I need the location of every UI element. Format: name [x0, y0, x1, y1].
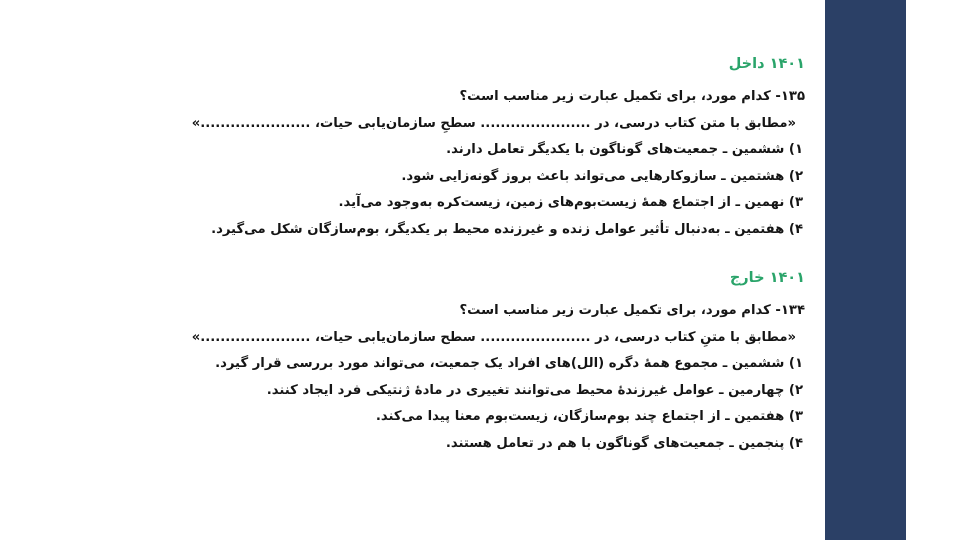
- option-4: ۴) هفتمین ـ به‌دنبال تأثیر عوامل زنده و غیرزنده محیط بر یکدیگر، بوم‌سازگان شکل می‌گیرد.: [211, 221, 803, 237]
- option-3: ۳) هفتمین ـ از اجتماع چند بوم‌سازگان، زیست‌بوم معنا پیدا می‌کند.: [375, 409, 803, 424]
- option-1: ۱) ششمین ـ جمعیت‌های گوناگون با یکدیگر تعامل دارند.: [446, 142, 803, 157]
- option-2: ۲) چهارمین ـ عوامل غیرزندهٔ محیط می‌توانند تغییری در مادهٔ ژنتیکی فرد ایجاد کنند.: [266, 382, 803, 398]
- option-1: ۱) ششمین ـ مجموع همهٔ دگره (الل)های افراد یک جمعیت، می‌تواند مورد بررسی قرار گیرد.: [215, 356, 803, 371]
- question-text: ۱۳۴- کدام مورد، برای تکمیل عبارت زیر مناسب است؟: [459, 303, 805, 318]
- question-text: ۱۳۵- کدام مورد، برای تکمیل عبارت زیر مناسب است؟: [459, 89, 805, 104]
- exam-year-heading: ۱۴۰۱ خارج: [729, 270, 805, 286]
- exam-section-1401-dakhel: [150, 54, 805, 243]
- right-accent-bar: [825, 0, 906, 540]
- exam-section-1401-kharej: [150, 268, 805, 457]
- option-2: ۲) هشتمین ـ سازوکارهایی می‌تواند باعث بروز گونه‌زایی شود.: [401, 168, 803, 184]
- option-3: ۳) نهمین ـ از اجتماع همهٔ زیست‌بوم‌های زمین، زیست‌کره به‌وجود می‌آید.: [338, 195, 803, 210]
- questions-content: [150, 54, 805, 457]
- question-135-block: [150, 84, 805, 243]
- question-quote: «مطابق با متن کتاب درسی، در ...................... سطحِ سازمان‌یابی حیات، ......................»: [191, 115, 796, 131]
- question-quote: «مطابق با متنِ کتاب درسی، در ...................... سطح سازمان‌یابی حیات، ......................»: [191, 329, 796, 345]
- option-4: ۴) پنجمین ـ جمعیت‌های گوناگون با هم در تعامل هستند.: [445, 435, 803, 451]
- exam-year-heading: ۱۴۰۱ داخل: [728, 56, 805, 72]
- question-134-block: [150, 298, 805, 457]
